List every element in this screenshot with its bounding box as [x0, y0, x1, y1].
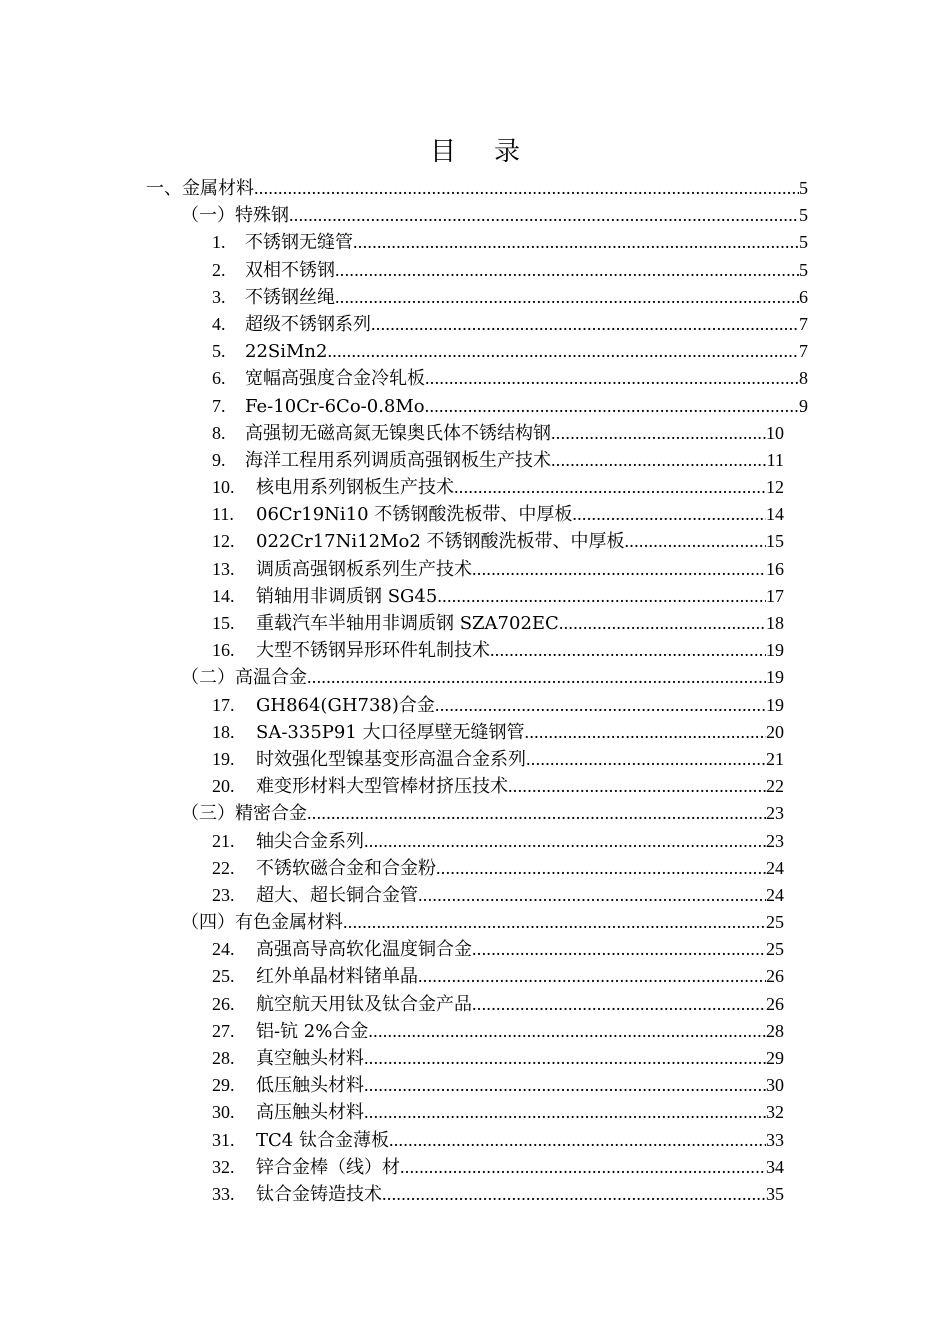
toc-entry-title: 调质高强钢板系列生产技术 [256, 558, 472, 580]
toc-entry-title: 锌合金棒（线）材 [256, 1156, 400, 1178]
toc-entry-page-number: 5 [799, 205, 808, 226]
dot-leader [436, 855, 766, 882]
toc-entry[interactable] [0, 284, 808, 311]
dot-leader [472, 556, 766, 583]
toc-entry[interactable] [0, 664, 784, 691]
toc-entry-title: 航空航天用钛及钛合金产品 [256, 993, 472, 1015]
page-title [0, 133, 950, 171]
toc-entry-title: 销轴用非调质钢 SG45 [256, 585, 438, 607]
toc-entry-page-number: 10 [766, 422, 784, 443]
dot-leader [364, 1045, 766, 1072]
toc-entry-page-number: 7 [799, 313, 808, 334]
toc-entry-number: 17. [212, 694, 235, 715]
toc-entry-number: 23. [212, 884, 235, 905]
dot-leader [525, 719, 766, 746]
toc-entry-page-number: 17 [766, 585, 784, 606]
toc-entry-number: 5. [212, 341, 226, 362]
toc-entry-number: 29. [212, 1075, 235, 1096]
toc-entry-number: 20. [212, 776, 235, 797]
toc-entry-number: 18. [212, 721, 235, 742]
toc-entry-title: 双相不锈钢 [245, 259, 335, 281]
toc-entry-number: 1. [212, 232, 226, 253]
toc-entry-page-number: 30 [766, 1075, 784, 1096]
dot-leader [572, 501, 766, 528]
toc-entry-number: 7. [212, 395, 226, 416]
toc-entry-title: GH864(GH738)合金 [256, 694, 435, 716]
toc-entry-page-number: 9 [799, 395, 808, 416]
toc-entry[interactable] [0, 474, 784, 501]
page-title-part2: 录 [494, 137, 521, 167]
toc-entry-number: 9. [212, 449, 226, 470]
toc-entry[interactable] [0, 637, 784, 664]
toc-entry-number: （二） [181, 667, 235, 689]
toc-entry-page-number: 26 [766, 966, 784, 987]
toc-entry[interactable] [0, 882, 784, 909]
toc-entry-page-number: 5 [799, 259, 808, 280]
toc-entry-title: 低压触头材料 [256, 1075, 364, 1097]
toc-entry-number: 一、 [146, 178, 182, 199]
toc-entry[interactable] [0, 936, 784, 963]
toc-entry-number: 31. [212, 1129, 235, 1150]
toc-entry[interactable] [0, 746, 784, 773]
dot-leader [472, 936, 766, 963]
toc-entry[interactable] [0, 311, 808, 338]
toc-entry-number: 10. [212, 477, 235, 498]
dot-leader [335, 257, 799, 284]
toc-entry[interactable] [0, 583, 784, 610]
toc-entry-number: （三） [181, 803, 235, 825]
toc-entry-title: 核电用系列钢板生产技术 [256, 477, 454, 499]
toc-entry-number: 33. [212, 1183, 235, 1204]
toc-entry-page-number: 21 [766, 748, 784, 769]
toc-entry-title: 超级不锈钢系列 [245, 313, 371, 335]
toc-entry[interactable] [0, 963, 784, 990]
dot-leader [435, 692, 766, 719]
toc-entry-title: 不锈软磁合金和合金粉 [256, 857, 436, 879]
toc-entry-title: 不锈钢丝绳 [245, 286, 335, 308]
toc-entry-title: 大型不锈钢异形环件轧制技术 [256, 640, 490, 662]
dot-leader [551, 420, 766, 447]
toc-entry[interactable] [0, 229, 808, 256]
toc-entry-page-number: 20 [766, 721, 784, 742]
toc-entry-title: SA-335P91 大口径厚壁无缝钢管 [256, 721, 525, 743]
toc-entry-number: （四） [181, 912, 235, 934]
toc-entry-number: 4. [212, 313, 226, 334]
toc-entry[interactable] [0, 1181, 784, 1208]
toc-entry-page-number: 26 [766, 993, 784, 1014]
toc-entry-page-number: 25 [766, 939, 784, 960]
dot-leader [425, 393, 799, 420]
dot-leader [508, 773, 766, 800]
toc-entry-page-number: 8 [799, 368, 808, 389]
toc-entry[interactable] [0, 393, 808, 420]
toc-entry-page-number: 35 [766, 1183, 784, 1204]
toc-entry-title: 022Cr17Ni12Mo2 不锈钢酸洗板带、中厚板 [256, 531, 625, 553]
dot-leader [425, 365, 799, 392]
dot-leader [343, 909, 766, 936]
toc-entry-page-number: 16 [766, 558, 784, 579]
toc-entry-title: 精密合金 [235, 803, 307, 825]
toc-entry[interactable] [0, 528, 784, 555]
dot-leader [307, 664, 766, 691]
toc-entry-page-number: 29 [766, 1048, 784, 1068]
toc-entry-title: 红外单晶材料锗单晶 [256, 966, 418, 988]
toc-entry[interactable] [0, 1154, 784, 1181]
toc-entry-page-number: 12 [766, 477, 784, 498]
dot-leader [400, 1154, 766, 1181]
toc-entry-page-number: 24 [766, 884, 784, 905]
toc-entry-title: Fe-10Cr-6Co-0.8Mo [245, 395, 425, 417]
dot-leader [254, 175, 799, 202]
toc-entry-page-number: 24 [766, 857, 784, 878]
toc-entry-number: 3. [212, 286, 226, 307]
toc-entry-title: 轴尖合金系列 [256, 830, 364, 852]
toc-entry-page-number: 25 [766, 912, 784, 933]
toc-entry[interactable] [0, 909, 784, 936]
toc-entry-title: 不锈钢无缝管 [245, 232, 353, 254]
table-of-contents [0, 175, 950, 1208]
toc-entry-title: 钛合金铸造技术 [256, 1183, 382, 1205]
toc-entry[interactable] [0, 556, 784, 583]
toc-entry-title: 高压触头材料 [256, 1102, 364, 1124]
toc-entry-page-number: 33 [766, 1129, 784, 1150]
toc-entry-number: 2. [212, 259, 226, 280]
toc-entry-number: 13. [212, 558, 235, 579]
toc-entry-page-number: 19 [766, 667, 784, 688]
toc-entry-title: 高强韧无磁高氮无镍奥氏体不锈结构钢 [245, 422, 551, 444]
dot-leader [559, 610, 766, 637]
toc-entry[interactable] [0, 800, 784, 827]
page-title-part1: 目 [429, 137, 456, 167]
toc-entry[interactable] [0, 855, 784, 882]
dot-leader [353, 229, 799, 256]
toc-entry-page-number: 18 [766, 613, 784, 633]
toc-entry[interactable] [0, 1099, 784, 1126]
toc-entry[interactable] [0, 338, 808, 365]
toc-entry[interactable] [0, 719, 784, 746]
dot-leader [364, 828, 766, 855]
dot-leader [364, 1072, 766, 1099]
toc-entry[interactable] [0, 610, 784, 637]
toc-entry-title: 铝-钪 2%合金 [256, 1020, 369, 1042]
toc-entry-title: 超大、超长铜合金管 [256, 884, 418, 906]
dot-leader [625, 528, 767, 555]
toc-entry[interactable] [0, 365, 808, 392]
toc-entry-page-number: 23 [766, 830, 784, 851]
dot-leader [418, 963, 766, 990]
toc-entry-title: 特殊钢 [235, 205, 289, 227]
toc-entry-title: 22SiMn2 [245, 341, 328, 363]
toc-entry-title: 难变形材料大型管棒材挤压技术 [256, 776, 508, 798]
toc-entry-title: 高强高导高软化温度铜合金 [256, 939, 472, 961]
toc-entry-page-number: 23 [766, 803, 784, 824]
dot-leader [307, 800, 766, 827]
toc-entry[interactable] [0, 692, 784, 719]
dot-leader [371, 311, 799, 338]
toc-entry-number: 8. [212, 422, 226, 443]
toc-entry-title: 高温合金 [235, 667, 307, 689]
toc-entry-page-number: 32 [766, 1102, 784, 1123]
toc-entry[interactable] [0, 501, 784, 528]
toc-entry[interactable] [0, 202, 808, 229]
dot-leader [454, 474, 766, 501]
toc-entry-title: 金属材料 [182, 178, 254, 199]
toc-entry-number: 26. [212, 993, 235, 1014]
toc-entry-page-number: 11 [766, 449, 784, 470]
dot-leader [418, 882, 766, 909]
toc-entry-title: 宽幅高强度合金冷轧板 [245, 368, 425, 390]
dot-leader [368, 1018, 766, 1045]
dot-leader [472, 991, 766, 1018]
dot-leader [327, 338, 799, 365]
toc-entry-page-number: 19 [766, 694, 784, 715]
toc-entry[interactable] [0, 420, 784, 447]
toc-entry[interactable] [0, 447, 784, 474]
toc-entry[interactable] [0, 1045, 784, 1072]
toc-entry[interactable] [0, 175, 808, 202]
toc-entry-page-number: 14 [766, 504, 784, 525]
toc-entry-page-number: 5 [799, 178, 808, 198]
dot-leader [490, 637, 766, 664]
toc-entry-page-number: 28 [766, 1020, 784, 1041]
toc-entry-number: （一） [181, 205, 235, 227]
toc-entry-number: 28. [212, 1048, 235, 1068]
toc-entry-title: 06Cr19Ni10 不锈钢酸洗板带、中厚板 [256, 504, 573, 526]
toc-entry[interactable] [0, 257, 808, 284]
toc-entry[interactable] [0, 773, 784, 800]
toc-entry-number: 22. [212, 857, 235, 878]
dot-leader [289, 202, 799, 229]
toc-entry-number: 27. [212, 1020, 235, 1041]
toc-entry-title: 重载汽车半轴用非调质钢 SZA702EC [256, 613, 559, 634]
toc-entry[interactable] [0, 991, 784, 1018]
toc-entry[interactable] [0, 1072, 784, 1099]
toc-entry-page-number: 22 [766, 776, 784, 797]
toc-entry-number: 24. [212, 939, 235, 960]
toc-entry[interactable] [0, 828, 784, 855]
toc-entry[interactable] [0, 1127, 784, 1154]
toc-entry-number: 15. [212, 613, 235, 633]
toc-entry-title: 时效强化型镍基变形高温合金系列 [256, 748, 526, 770]
dot-leader [389, 1127, 766, 1154]
toc-entry-number: 11. [212, 504, 234, 525]
toc-entry-number: 32. [212, 1156, 235, 1177]
toc-entry-page-number: 6 [799, 286, 808, 307]
dot-leader [526, 746, 766, 773]
toc-entry-page-number: 15 [766, 531, 784, 552]
toc-entry-page-number: 19 [766, 640, 784, 661]
toc-entry-number: 16. [212, 640, 235, 661]
toc-entry-number: 21. [212, 830, 235, 851]
toc-entry-number: 14. [212, 585, 235, 606]
toc-entry-number: 6. [212, 368, 226, 389]
toc-entry-page-number: 7 [799, 341, 808, 362]
dot-leader [382, 1181, 766, 1208]
dot-leader [364, 1099, 766, 1126]
toc-entry-title: 真空触头材料 [256, 1048, 364, 1069]
toc-entry-number: 12. [212, 531, 235, 552]
dot-leader [551, 447, 767, 474]
toc-entry[interactable] [0, 1018, 784, 1045]
dot-leader [335, 284, 799, 311]
toc-entry-page-number: 5 [799, 232, 808, 253]
dot-leader [437, 583, 766, 610]
toc-entry-number: 25. [212, 966, 235, 987]
toc-entry-title: 有色金属材料 [235, 912, 343, 934]
toc-entry-title: TC4 钛合金薄板 [256, 1129, 389, 1151]
toc-entry-number: 19. [212, 748, 235, 769]
toc-entry-page-number: 34 [766, 1156, 784, 1177]
toc-entry-title: 海洋工程用系列调质高强钢板生产技术 [245, 449, 551, 471]
toc-entry-number: 30. [212, 1102, 235, 1123]
